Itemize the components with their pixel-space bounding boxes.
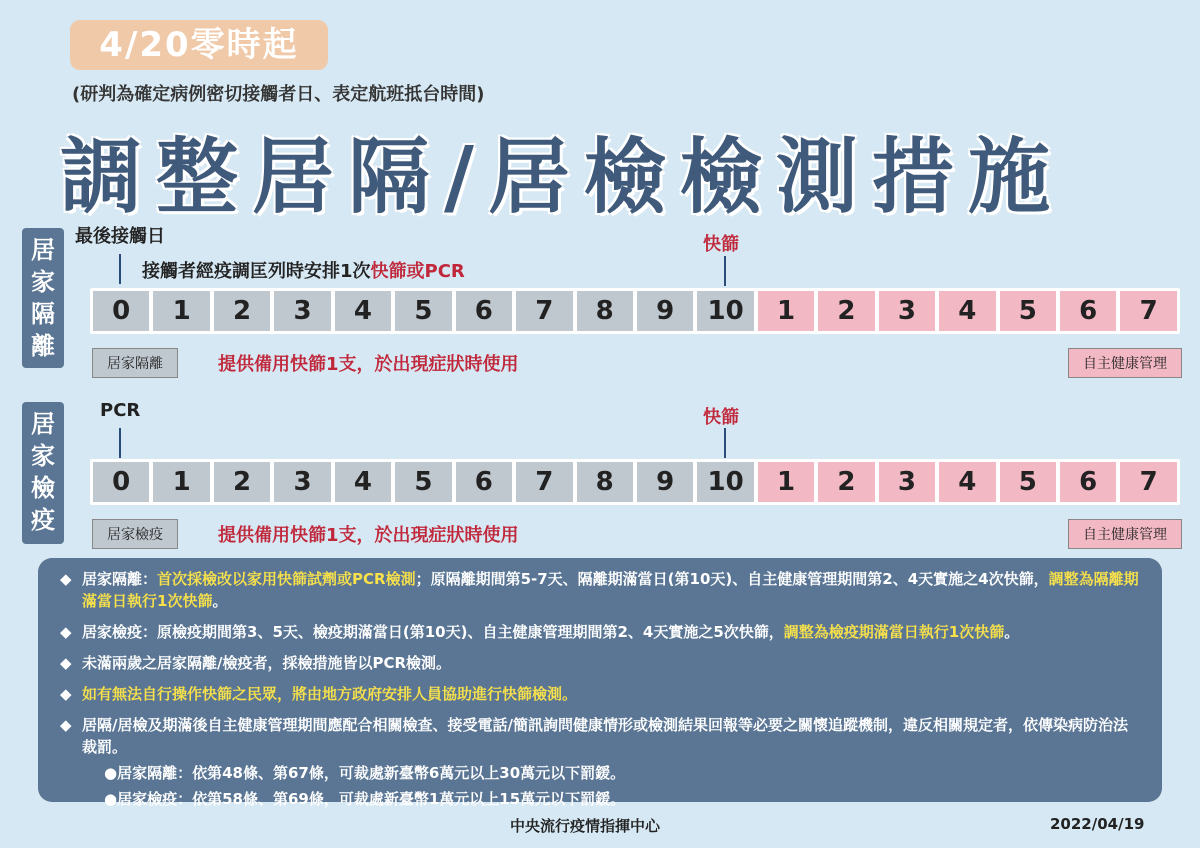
note-text: 如有無法自行操作快篩之民眾，將由地方政府安排人員協助進行快篩檢測。 (82, 685, 578, 703)
health-day-cell: 6 (1060, 291, 1116, 331)
note-part: 。 (1004, 623, 1020, 641)
phase-tag-quarantine: 居家檢疫 (92, 519, 178, 549)
side-label-char: 檢 (31, 474, 55, 502)
note-part: ；原隔離期間第5-7天、隔離期滿當日(第10天)、自主健康管理期間第2、4天實施之4次快篩， (415, 570, 1049, 588)
day-cell: 4 (335, 291, 391, 331)
date-badge: 4/20零時起 (70, 20, 328, 70)
note-highlight: 首次採檢改以家用快篩試劑或PCR檢測 (157, 570, 416, 588)
diamond-bullet-icon: ◆ (60, 716, 72, 734)
rapid-test-label: 快篩 (703, 234, 739, 255)
isolation-desc-prefix: 接觸者經疫調匡列時安排1次 (142, 261, 371, 282)
day-cell: 4 (335, 462, 391, 502)
health-day-cell: 5 (1000, 462, 1056, 502)
day-cell: 6 (456, 462, 512, 502)
day-cell: 2 (214, 462, 270, 502)
penalty-isolation: ●居家隔離：依第48條、第67條，可裁處新臺幣6萬元以上30萬元以下罰鍰。 (104, 764, 626, 782)
footer-date: 2022/04/19 (1050, 815, 1145, 833)
side-label-quarantine (22, 402, 64, 544)
isolation-timeline (90, 288, 1180, 334)
side-label-char: 離 (31, 332, 55, 360)
day-cell: 6 (456, 291, 512, 331)
health-day-cell: 4 (939, 462, 995, 502)
health-day-cell: 2 (818, 462, 874, 502)
day-cell: 1 (153, 291, 209, 331)
last-contact-label: 最後接觸日 (75, 226, 165, 247)
note-part: 居家隔離： (82, 570, 158, 588)
diamond-bullet-icon: ◆ (60, 654, 72, 672)
rapid-test-marker (724, 256, 726, 286)
side-label-char: 隔 (31, 300, 55, 328)
health-day-cell: 7 (1120, 291, 1176, 331)
rapid-test-label: 快篩 (703, 407, 739, 428)
note-part: 居家檢疫：原檢疫期間第3、5天、檢疫期滿當日(第10天)、自主健康管理期間第2、4天實施之5次快篩， (82, 623, 784, 641)
side-label-char: 家 (31, 442, 55, 470)
note-item (60, 621, 1142, 643)
isolation-desc-highlight: 快篩或PCR (370, 261, 465, 282)
side-label-char: 居 (31, 236, 55, 264)
day-cell: 3 (274, 462, 330, 502)
note-item (60, 683, 1142, 705)
note-item (60, 652, 1142, 674)
quarantine-note: 提供備用快篩1支，於出現症狀時使用 (218, 525, 519, 546)
page-title: 調整居隔/居檢檢測措施 (60, 130, 1064, 225)
diamond-bullet-icon: ◆ (60, 623, 72, 641)
side-label-char: 居 (31, 410, 55, 438)
note-highlight: 調整為隔離期滿當日執行1次快篩 (82, 570, 1139, 610)
side-label-isolation (22, 228, 64, 368)
note-text: 未滿兩歲之居家隔離/檢疫者，採檢措施皆以PCR檢測。 (82, 654, 452, 672)
note-text: 居隔/居檢及期滿後自主健康管理期間應配合相關檢查、接受電話/簡訊詢問健康情形或檢測結果回報等必要之關懷追蹤機制，違反相關規定者，依傳染病防治法裁罰。 (82, 716, 1128, 756)
day-cell: 9 (637, 291, 693, 331)
quarantine-timeline (90, 459, 1180, 505)
health-day-cell: 2 (818, 291, 874, 331)
health-day-cell: 1 (758, 291, 814, 331)
note-text (82, 621, 1142, 643)
note-text (82, 568, 1142, 612)
note-part: 。 (212, 592, 228, 610)
side-label-char: 疫 (31, 506, 55, 534)
day-cell: 8 (577, 462, 633, 502)
day-cell: 0 (93, 462, 149, 502)
day-cell: 3 (274, 291, 330, 331)
health-day-cell: 3 (879, 462, 935, 502)
penalty-quarantine: ●居家檢疫：依第58條、第69條，可裁處新臺幣1萬元以上15萬元以下罰鍰。 (104, 790, 626, 808)
health-day-cell: 5 (1000, 291, 1056, 331)
health-day-cell: 6 (1060, 462, 1116, 502)
day-zero-marker (119, 254, 121, 284)
note-item (60, 714, 1142, 758)
side-label-char: 家 (31, 268, 55, 296)
day-cell: 9 (637, 462, 693, 502)
day-cell: 7 (516, 291, 572, 331)
day-cell: 1 (153, 462, 209, 502)
pcr-marker (119, 428, 121, 458)
health-day-cell: 1 (758, 462, 814, 502)
health-day-cell: 3 (879, 291, 935, 331)
day-cell: 10 (697, 462, 753, 502)
self-health-tag: 自主健康管理 (1068, 348, 1182, 378)
day-cell: 10 (697, 291, 753, 331)
day-cell: 8 (577, 291, 633, 331)
diamond-bullet-icon: ◆ (60, 685, 72, 703)
day-cell: 7 (516, 462, 572, 502)
day-cell: 0 (93, 291, 149, 331)
day-cell: 5 (395, 291, 451, 331)
phase-tag-isolation: 居家隔離 (92, 348, 178, 378)
day-cell: 2 (214, 291, 270, 331)
day-cell: 5 (395, 462, 451, 502)
rapid-test-marker (724, 428, 726, 458)
diamond-bullet-icon: ◆ (60, 570, 72, 588)
isolation-desc (142, 257, 465, 283)
note-item (60, 568, 1142, 612)
subtitle: (研判為確定病例密切接觸者日、表定航班抵台時間) (72, 84, 485, 105)
health-day-cell: 7 (1120, 462, 1176, 502)
isolation-note: 提供備用快篩1支，於出現症狀時使用 (218, 354, 519, 375)
notes-panel (38, 558, 1162, 808)
self-health-tag: 自主健康管理 (1068, 519, 1182, 549)
note-highlight: 調整為檢疫期滿當日執行1次快篩 (783, 623, 1005, 641)
pcr-label: PCR (100, 400, 141, 421)
health-day-cell: 4 (939, 291, 995, 331)
footer-org: 中央流行疫情指揮中心 (510, 817, 661, 835)
